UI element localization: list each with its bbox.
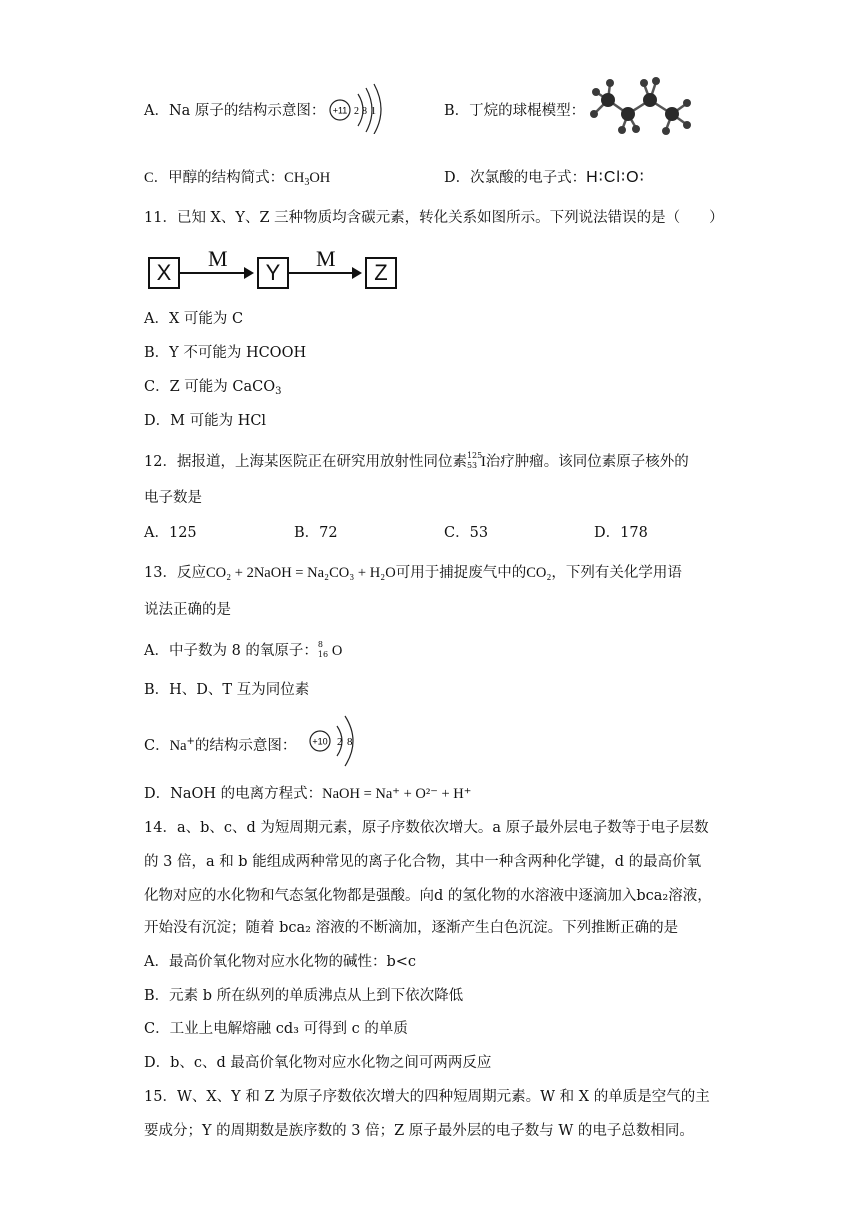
svg-text:8: 8 [362,106,367,117]
butane-ball-stick-model [586,74,696,136]
diagram-label-m1: M [208,246,228,271]
co2-capture-equation: CO₂ + 2NaOH = Na₂CO₃ + H₂O [205,565,396,581]
q10-option-d: D．次氯酸的电子式：H∶Cl∶O∶ [444,169,645,186]
q13-option-c: C．Na+的结构示意图： [144,736,297,754]
diagram-arrow-2 [289,272,360,274]
naoh-ionization-equation: NaOH = Na⁺ + O²⁻ + H⁺ [322,786,472,802]
svg-text:2: 2 [354,106,359,117]
diagram-node-z: Z [365,257,397,289]
diagram-arrow-1 [180,272,252,274]
q13-option-b: B．H、D、T 互为同位素 [144,682,310,698]
q11-option-b: B．Y 不可能为 HCOOH [144,345,307,361]
q14-stem-line2: 的 3 倍，a 和 b 能组成两种常见的离子化合物，其中一种含两种化学键，d 的最高价氧 [144,854,702,870]
q15-stem-line1: 15．W、X、Y 和 Z 为原子序数依次增大的四种短周期元素。W 和 X 的单质是空气的主 [144,1089,710,1105]
q11-option-c: C．Z 可能为 CaCO$_3$ [144,379,282,397]
q13-option-d: D．NaOH 的电离方程式：NaOH = Na⁺ + O²⁻ + H⁺ [144,786,472,802]
diagram-node-x: X [148,257,180,289]
q13-stem-line2: 说法正确的是 [144,602,231,618]
q10-option-a: A．Na 原子的结构示意图： [144,103,326,119]
q14-option-b: B．元素 b 所在纵列的单质沸点从上到下依次降低 [144,988,464,1004]
hclo-electron-formula: H∶Cl∶O∶ [586,169,645,186]
q12-option-b: B．72 [294,525,338,541]
q11-stem: 11．已知 X、Y、Z 三种物质均含碳元素，转化关系如图所示。下列说法错误的是（ ） [144,210,724,226]
q13-option-a: A．中子数为 8 的氧原子： 8 16 O [144,640,343,659]
q10-option-b: B．丁烷的球棍模型： [444,103,586,119]
q10-option-c: C．甲醇的结构简式：$CH_3OH$ [144,170,331,188]
svg-text:1: 1 [371,106,376,117]
q14-stem-line4: 开始没有沉淀；随着 bca₂ 溶液的不断滴加，逐渐产生白色沉淀。下列推断正确的是 [144,920,679,936]
q14-stem-line1: 14．a、b、c、d 为短周期元素，原子序数依次增大。a 原子最外层电子数等于电子层数 [144,820,709,836]
q14-option-a: A．最高价氧化物对应水化物的碱性：b<c [144,954,417,970]
q11-option-a: A．X 可能为 C [144,311,244,327]
na-nucleus-label: +11 [332,105,348,116]
na-ion-nucleus-label: +10 [312,736,328,747]
oxygen-isotope: 8 16 [317,640,329,659]
q15-stem-line2: 要成分；Y 的周期数是族序数的 3 倍；Z 原子最外层的电子数与 W 的电子总数相同。 [144,1123,694,1139]
q14-stem-line3: 化物对应的水化物和气态氢化物都是强酸。向d 的氢化物的水溶液中逐滴加入bca₂溶液， [144,888,712,904]
diagram-label-m2: M [316,246,336,271]
q12-stem-line1: 12．据报道，上海某医院正在研究用放射性同位素 125 53 I治疗肿瘤。该同位素原子核外的 [144,451,689,470]
na-ion-structure-diagram [307,712,363,768]
na-atom-structure-diagram [328,82,388,134]
q13-stem-line1: 13．反应CO₂ + 2NaOH = Na₂CO₃ + H₂O可用于捕捉废气中的CO₂，下列有关化学用语 [144,565,682,581]
q12-option-c: C．53 [444,525,489,541]
svg-text:2: 2 [337,736,343,748]
q11-option-d: D．M 可能为 HCl [144,413,267,429]
q14-option-d: D．b、c、d 最高价氧化物对应水化物之间可两两反应 [144,1055,492,1071]
q14-option-c: C．工业上电解熔融 cd₃ 可得到 c 的单质 [144,1021,408,1037]
iodine-isotope: 125 53 [466,451,483,470]
q12-stem-line2: 电子数是 [144,490,202,506]
q12-option-d: D．178 [594,525,648,541]
svg-text:8: 8 [347,736,353,748]
diagram-node-y: Y [257,257,289,289]
q12-option-a: A．125 [144,525,197,541]
